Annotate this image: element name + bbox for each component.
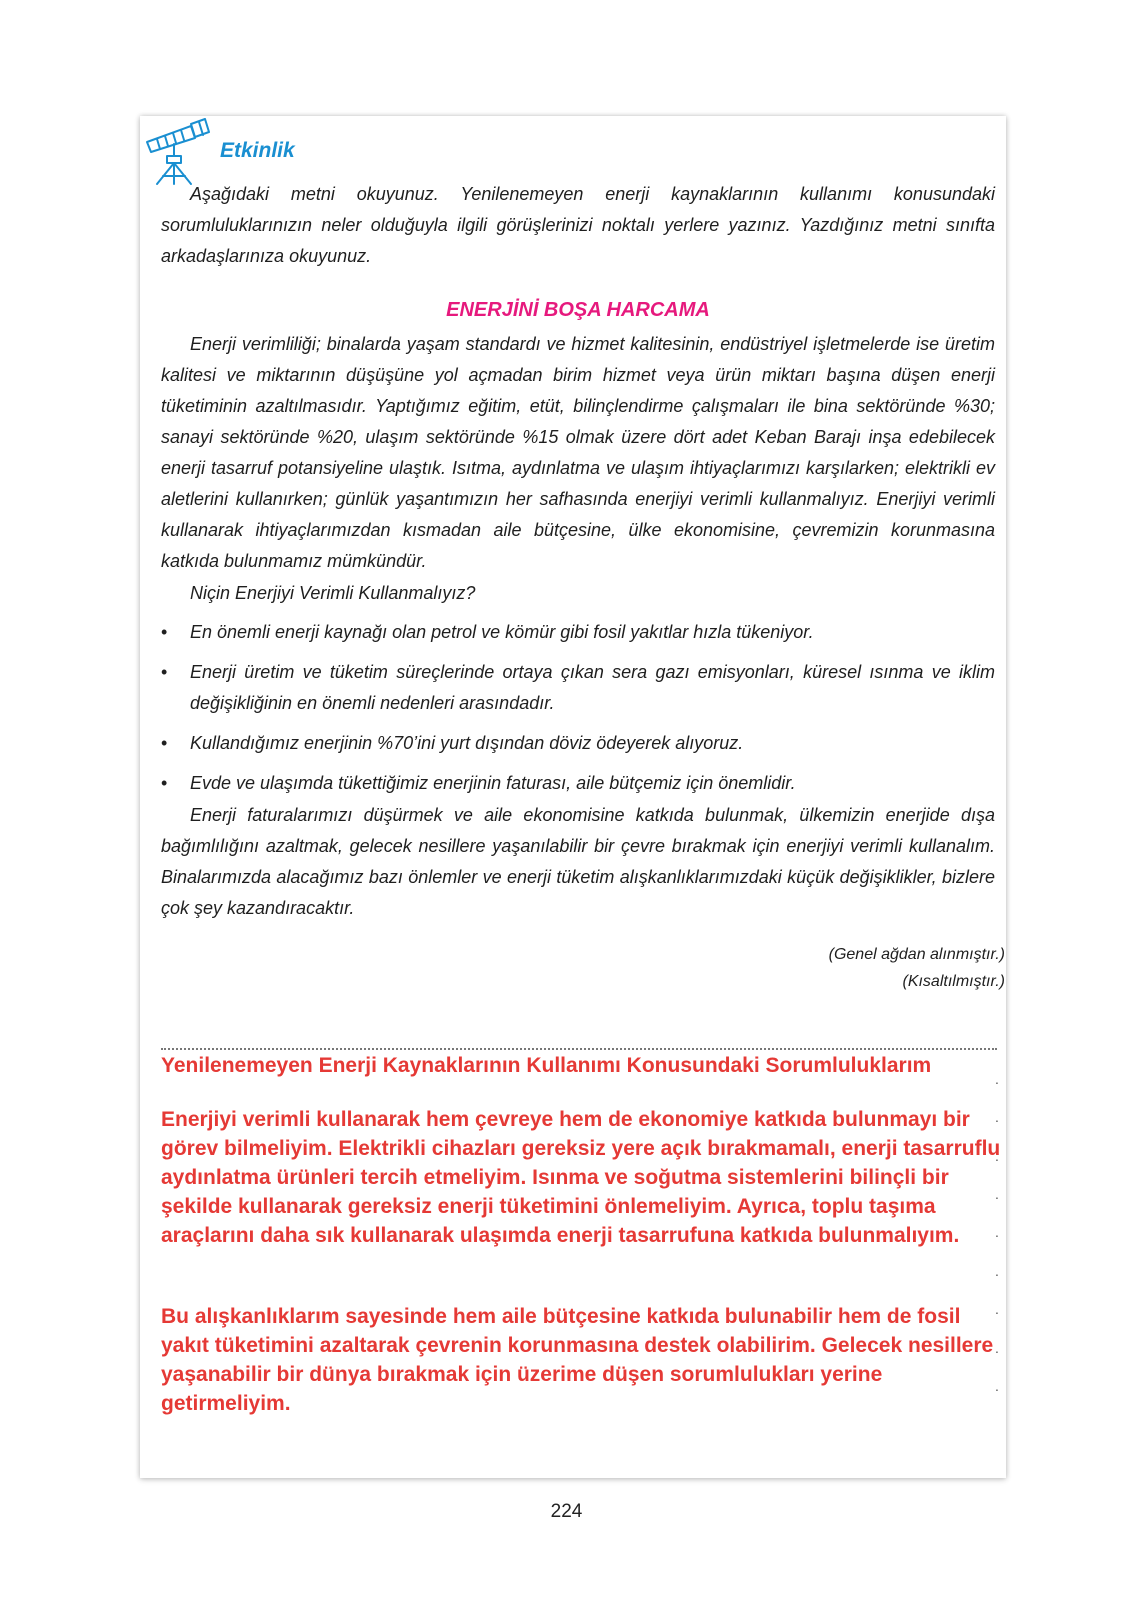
dotted-line-end	[995, 1315, 999, 1319]
dotted-line-end	[995, 1277, 999, 1281]
dotted-line-end	[995, 1238, 999, 1242]
list-item: • Enerji üretim ve tüketim süreçlerinde ortaya çıkan sera gazı emisyonları, küresel ısınma ve iklim değişikliğinin en önemli nedenleri arasındadır.	[161, 657, 995, 719]
list-item: • Kullandığımız enerjinin %70’ini yurt dışından döviz ödeyerek alıyoruz.	[161, 728, 995, 759]
dotted-line-end	[995, 1354, 999, 1358]
article-question: Niçin Enerjiyi Verimli Kullanmalıyız?	[190, 583, 476, 603]
telescope-icon	[143, 116, 213, 186]
answer-paragraph-2: Bu alışkanlıklarım sayesinde hem aile bütçesine katkıda bulunabilir hem de fosil yakıt tüketimini azaltarak çevrenin korunmasına destek olabilirim. Gelecek nesillere yaşanabilir bir dünya bırakmak için üzerime düşen sorumlulukları yerine getirmeliyim.	[161, 1305, 994, 1415]
dotted-line-end	[995, 1085, 999, 1089]
bullet-list	[161, 617, 995, 808]
source-note: (Genel ağdan alınmıştır.)	[828, 946, 1005, 963]
dotted-writing-line	[161, 1048, 997, 1050]
article-paragraph-2: Enerji faturalarımızı düşürmek ve aile ekonomisine katkıda bulunmak, ülkemizin enerjide dışa bağımlılığını azaltmak, gelecek nesillere yaşanılabilir bir çevre bırakmak için enerjiyi verimli kullanalım. Binalarımızda alacağımız bazı önlemler ve enerji tüketim alışkanlıklarımızdaki küçük değişiklikler, bizlere çok şey kazandıracaktır.	[161, 805, 995, 918]
bullet-icon: •	[161, 622, 168, 642]
dotted-line-end	[995, 1200, 999, 1204]
article-paragraph-1: Enerji verimliliği; binalarda yaşam standardı ve hizmet kalitesinin, endüstriyel işletmelerde ise üretim kalitesi ve miktarının düşüşüne yol açmadan birim hizmet veya ürün miktarı başına düşen enerji tüketiminin azaltılmasıdır. Yaptığımız eğitim, etüt, bilinçlendirme çalışmaları ile bina sektöründe %30; sanayi sektöründe %20, ulaşım sektöründe %15 olmak üzere dört adet Keban Barajı inşa edebilecek enerji tasarruf potansiyeline ulaştık. Isıtma, aydınlatma ve ulaşım ihtiyaçlarımızı karşılarken; elektrikli ev aletlerini kullanırken; günlük yaşantımızın her safhasında enerjiyi verimli kullanmalıyız. Enerjiyi verimli kullanarak ihtiyaçlarımızdan kısmadan aile bütçesine, ülke ekonomisine, çevremizin korunmasına katkıda bulunmamız mümkündür.	[161, 334, 995, 571]
bullet-icon: •	[161, 773, 168, 793]
list-item: • Evde ve ulaşımda tükettiğimiz enerjinin faturası, aile bütçemiz için önemlidir.	[161, 768, 995, 799]
list-item: • En önemli enerji kaynağı olan petrol ve kömür gibi fosil yakıtlar hızla tükeniyor.	[161, 617, 995, 648]
abridged-note: (Kısaltılmıştır.)	[902, 973, 1005, 990]
answer-title: Yenilenemeyen Enerji Kaynaklarının Kullanımı Konusundaki Sorumluluklarım	[161, 1054, 932, 1077]
page-number: 224	[550, 1501, 583, 1522]
article-title: ENERJİNİ BOŞA HARCAMA	[446, 299, 710, 321]
activity-instruction: Aşağıdaki metni okuyunuz. Yenilenemeyen enerji kaynaklarının kullanımı konusundaki sorumluluklarınızın neler olduğuyla ilgili görüşlerinizi noktalı yerlere yazınız. Yazdığınız metni sınıfta arkadaşlarınıza okuyunuz.	[161, 184, 995, 266]
dotted-line-end	[995, 1162, 999, 1166]
activity-heading: Etkinlik	[220, 139, 295, 162]
bullet-icon: •	[161, 733, 168, 753]
bullet-icon: •	[161, 662, 168, 682]
dotted-line-end	[995, 1392, 999, 1396]
dotted-line-end	[995, 1123, 999, 1127]
answer-paragraph-1: Enerjiyi verimli kullanarak hem çevreye hem de ekonomiye katkıda bulunmayı bir görev bilmeliyim. Elektrikli cihazları gereksiz yere açık bırakmamalı, enerji tasarruflu aydınlatma ürünleri tercih etmeliyim. Isınma ve soğutma sistemlerini bilinçli bir şekilde kullanarak gereksiz enerji tüketimini önlemeliyim. Ayrıca, toplu taşıma araçlarını daha sık kullanarak ulaşımda enerji tasarrufuna katkıda bulunmalıyım.	[161, 1108, 1001, 1247]
